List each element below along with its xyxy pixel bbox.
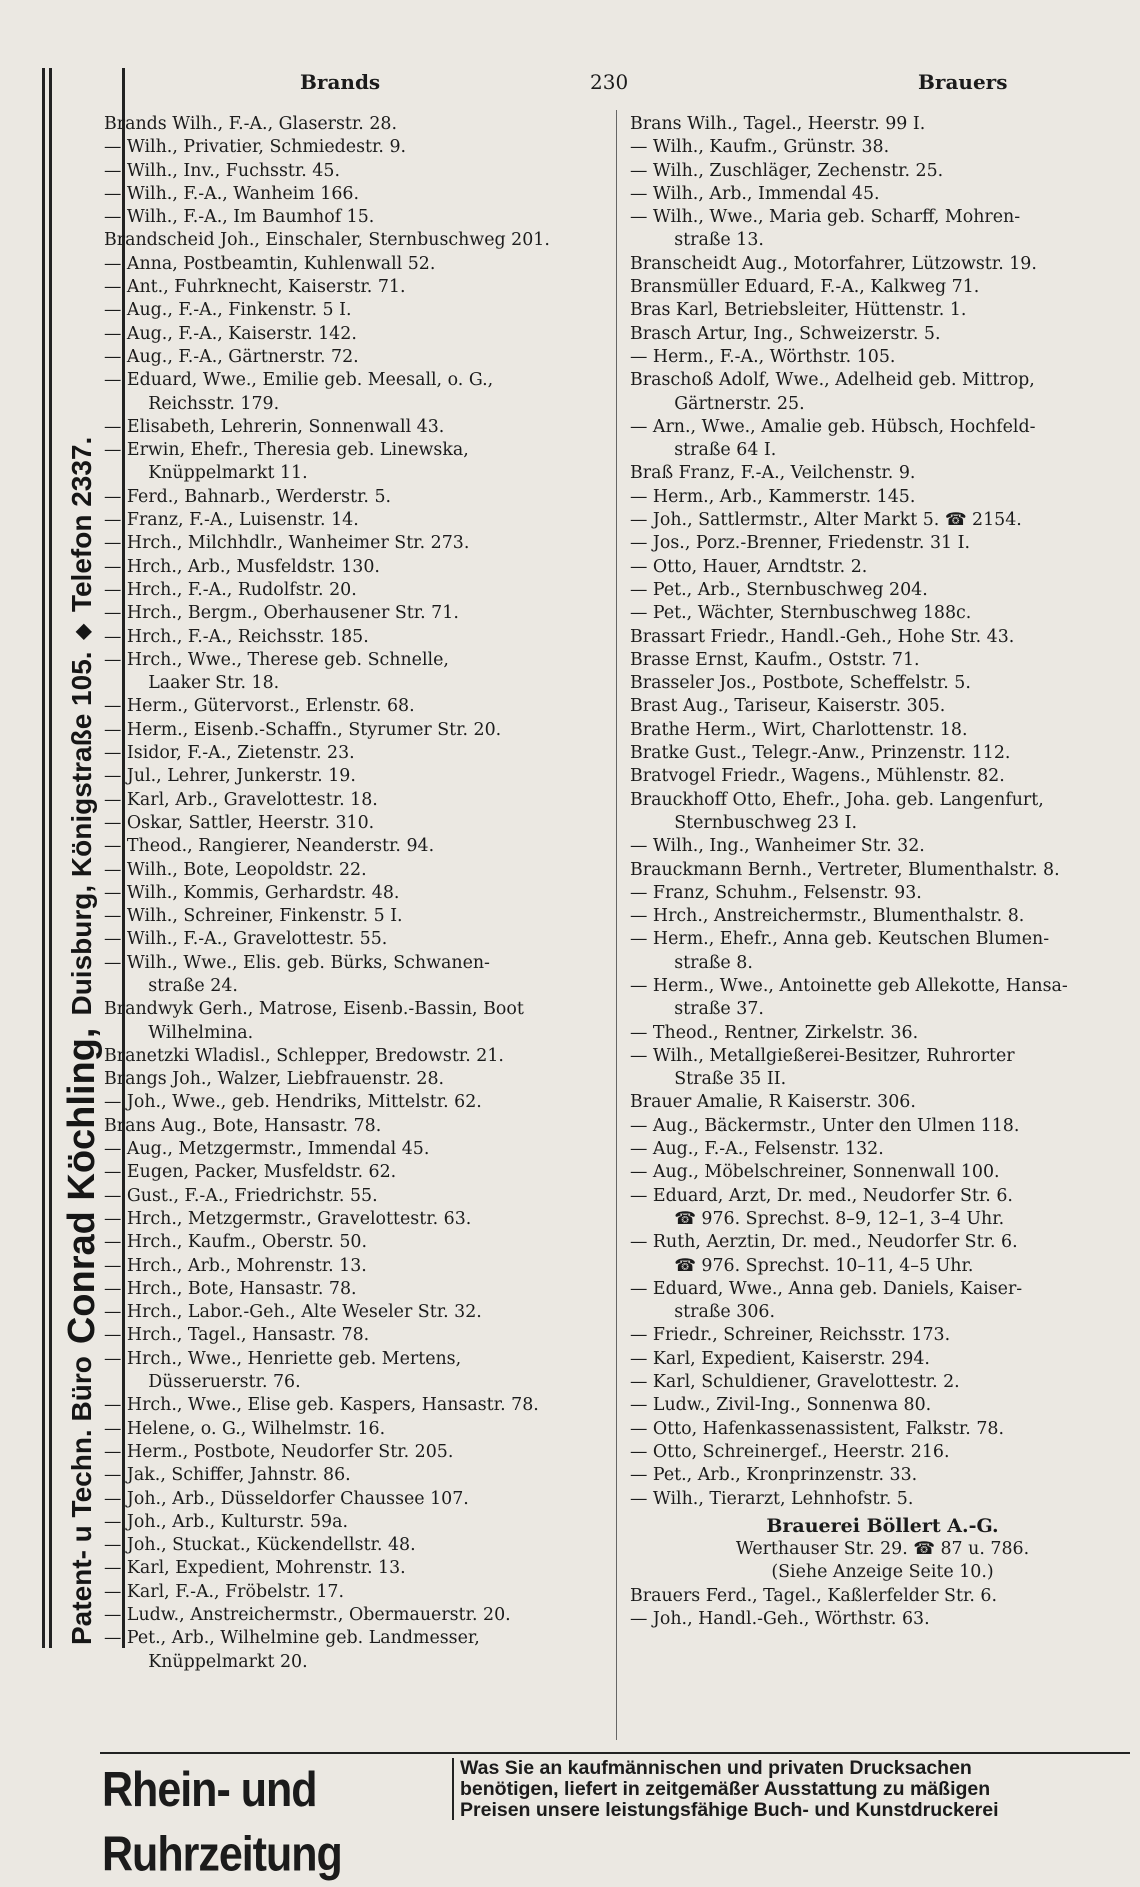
side-rule — [42, 68, 45, 1648]
directory-entry: Brans Wilh., Tagel., Heerstr. 99 I. — [630, 114, 926, 134]
directory-entry: — Anna, Postbeamtin, Kuhlenwall 52. — [104, 253, 436, 274]
directory-entry: Sternbuschweg 23 I. — [630, 812, 858, 833]
footer-ad-text — [460, 1758, 1140, 1821]
directory-entry: Brandscheid Joh., Einschaler, Sternbuschweg 201. — [104, 230, 550, 251]
directory-entry: — Hrch., Wwe., Therese geb. Schnelle, — [104, 649, 449, 670]
directory-entry: — Gust., F.-A., Friedrichstr. 55. — [104, 1185, 378, 1206]
directory-entry: Branetzki Wladisl., Schlepper, Bredowstr. 21. — [104, 1045, 504, 1066]
directory-entry: — Hrch., Metzgermstr., Gravelottestr. 63. — [104, 1208, 472, 1229]
directory-entry: Gärtnerstr. 25. — [630, 393, 805, 414]
directory-entry: — Pet., Arb., Sternbuschweg 204. — [630, 579, 928, 600]
directory-entry: — Ludw., Zivil-Ing., Sonnenwa 80. — [630, 1395, 932, 1416]
side-ad-bullet: ◆ — [71, 624, 94, 640]
directory-entry: — Karl, Expedient, Kaiserstr. 294. — [630, 1348, 930, 1369]
directory-entry: — Wilh., Metallgießerei-Besitzer, Ruhrorter — [630, 1045, 1015, 1066]
directory-entry: — Hrch., Kaufm., Oberstr. 50. — [104, 1232, 368, 1253]
directory-entry: — Karl, Arb., Gravelottestr. 18. — [104, 789, 378, 810]
directory-entry: Brands Wilh., F.-A., Glaserstr. 28. — [104, 114, 398, 134]
left-column — [104, 113, 608, 1674]
directory-entry: — Herm., F.-A., Wörthstr. 105. — [630, 346, 896, 367]
directory-entry: Knüppelmarkt 20. — [104, 1651, 308, 1672]
directory-entry: — Wilh., F.-A., Im Baumhof 15. — [104, 207, 375, 228]
side-ad-name: Conrad Köchling, — [60, 1027, 103, 1345]
footer-ad-line: benötigen, liefert in zeitgemäßer Ausstattung zu mäßigen — [460, 1778, 991, 1800]
side-advertisement — [58, 85, 106, 1645]
directory-entry: Wilhelmina. — [104, 1022, 254, 1043]
directory-entry: Brasseler Jos., Postbote, Scheffelstr. 5. — [630, 673, 971, 694]
directory-entry: — Otto, Hafenkassenassistent, Falkstr. 78. — [630, 1418, 1004, 1439]
footer-ad-line: Was Sie an kaufmännischen und privaten Drucksachen — [460, 1757, 972, 1779]
directory-entry: Brast Aug., Tariseur, Kaiserstr. 305. — [630, 696, 946, 717]
directory-entry: Laaker Str. 18. — [104, 673, 280, 694]
directory-entry: Braß Franz, F.-A., Veilchenstr. 9. — [630, 463, 916, 484]
directory-entry: — Wilh., Wwe., Elis. geb. Bürks, Schwanen- — [104, 952, 490, 973]
directory-entry: — Hrch., Labor.-Geh., Alte Weseler Str. 32. — [104, 1302, 482, 1323]
directory-entry: Bratke Gust., Telegr.-Anw., Prinzenstr. 112. — [630, 743, 1011, 764]
right-entries — [630, 113, 1135, 1511]
directory-entry: — Franz, F.-A., Luisenstr. 14. — [104, 510, 359, 531]
directory-entry: — Wilh., F.-A., Gravelottestr. 55. — [104, 929, 388, 950]
directory-entry: — Aug., Metzgermstr., Immendal 45. — [104, 1139, 430, 1160]
directory-entry: Reichsstr. 179. — [104, 393, 280, 414]
directory-entry: — Jos., Porz.-Brenner, Friedenstr. 31 I. — [630, 533, 971, 554]
directory-entry: straße 24. — [104, 975, 238, 996]
directory-entry: Braschoß Adolf, Wwe., Adelheid geb. Mittrop, — [630, 370, 1035, 391]
directory-entry: — Hrch., F.-A., Reichsstr. 185. — [104, 626, 369, 647]
directory-entry: Straße 35 II. — [630, 1069, 787, 1090]
directory-entry: — Herm., Ehefr., Anna geb. Keutschen Blumen- — [630, 929, 1050, 950]
directory-entry: — Herm., Arb., Kammerstr. 145. — [630, 486, 916, 507]
directory-entry: — Hrch., Milchhdlr., Wanheimer Str. 273. — [104, 533, 470, 554]
directory-entry: — Joh., Arb., Düsseldorfer Chaussee 107. — [104, 1488, 469, 1509]
directory-entry: — Hrch., Wwe., Henriette geb. Mertens, — [104, 1348, 462, 1369]
directory-entry: — Eugen, Packer, Musfeldstr. 62. — [104, 1162, 397, 1183]
directory-entry: — Joh., Handl.-Geh., Wörthstr. 63. — [630, 1609, 930, 1629]
directory-entry: Brauers Ferd., Tagel., Kaßlerfelder Str. 6. — [630, 1585, 997, 1606]
directory-entry: Knüppelmarkt 11. — [104, 463, 308, 484]
directory-entry: — Karl, F.-A., Fröbelstr. 17. — [104, 1581, 344, 1602]
directory-entry: — Otto, Schreinergef., Heerstr. 216. — [630, 1441, 950, 1462]
directory-entry: — Wilh., Tierarzt, Lehnhofstr. 5. — [630, 1488, 914, 1509]
directory-entry: — Wilh., Zuschläger, Zechenstr. 25. — [630, 160, 944, 181]
column-divider — [616, 110, 617, 1740]
directory-entry: — Wilh., Ing., Wanheimer Str. 32. — [630, 836, 925, 857]
directory-entry: — Wilh., Inv., Fuchsstr. 45. — [104, 160, 340, 181]
directory-entry: — Aug., Bäckermstr., Unter den Ulmen 118. — [630, 1115, 1020, 1136]
directory-entry: Brangs Joh., Walzer, Liebfrauenstr. 28. — [104, 1069, 445, 1090]
directory-entry: — Wilh., Arb., Immendal 45. — [630, 183, 880, 204]
directory-entry: — Wilh., Kaufm., Grünstr. 38. — [630, 137, 890, 158]
directory-entry: — Aug., F.-A., Gärtnerstr. 72. — [104, 346, 359, 367]
brauerei-line1: Werthauser Str. 29. ☎ 87 u. 786. — [735, 1539, 1030, 1560]
directory-entry: Bratvogel Friedr., Wagens., Mühlenstr. 82. — [630, 766, 1005, 787]
directory-entry: — Aug., F.-A., Kaiserstr. 142. — [104, 323, 357, 344]
directory-entry: — Theod., Rentner, Zirkelstr. 36. — [630, 1022, 919, 1043]
directory-entry: Brauckmann Bernh., Vertreter, Blumenthalstr. 8. — [630, 859, 1060, 880]
directory-entry: — Joh., Stuckat., Kückendellstr. 48. — [104, 1535, 416, 1556]
header-right-keyword: Brauers — [918, 70, 1008, 94]
brauerei-line2: (Siehe Anzeige Seite 10.) — [771, 1562, 994, 1583]
directory-entry: Brauer Amalie, R Kaiserstr. 306. — [630, 1092, 916, 1113]
directory-entry: — Friedr., Schreiner, Reichsstr. 173. — [630, 1325, 951, 1346]
directory-entry: Brassart Friedr., Handl.-Geh., Hohe Str. 43. — [630, 626, 1015, 647]
directory-entry: — Hrch., Tagel., Hansastr. 78. — [104, 1325, 370, 1346]
directory-entry: — Hrch., Bergm., Oberhausener Str. 71. — [104, 603, 459, 624]
directory-entry: — Eduard, Wwe., Anna geb. Daniels, Kaiser- — [630, 1278, 1023, 1299]
directory-entry: — Karl, Expedient, Mohrenstr. 13. — [104, 1558, 406, 1579]
directory-entry: — Wilh., Privatier, Schmiedestr. 9. — [104, 137, 407, 158]
directory-entry: — Herm., Postbote, Neudorfer Str. 205. — [104, 1441, 454, 1462]
directory-entry: — Hrch., Arb., Musfeldstr. 130. — [104, 556, 380, 577]
directory-entry: — Jak., Schiffer, Jahnstr. 86. — [104, 1465, 351, 1486]
directory-entry: — Theod., Rangierer, Neanderstr. 94. — [104, 836, 435, 857]
directory-entry: — Joh., Wwe., geb. Hendriks, Mittelstr. 62. — [104, 1092, 482, 1113]
directory-entry: Brauckhoff Otto, Ehefr., Joha. geb. Langenfurt, — [630, 789, 1044, 810]
directory-entry: Düsseruerstr. 76. — [104, 1372, 301, 1393]
directory-entry: ☎ 976. Sprechst. 8–9, 12–1, 3–4 Uhr. — [630, 1208, 1005, 1229]
directory-entry: — Ant., Fuhrknecht, Kaiserstr. 71. — [104, 277, 406, 298]
right-tail-entries — [630, 1585, 1135, 1632]
directory-entry: — Karl, Schuldiener, Gravelottestr. 2. — [630, 1372, 960, 1393]
directory-entry: Brasch Artur, Ing., Schweizerstr. 5. — [630, 323, 941, 344]
directory-entry: Brasse Ernst, Kaufm., Oststr. 71. — [630, 649, 920, 670]
directory-entry: — Ruth, Aerztin, Dr. med., Neudorfer Str. 6. — [630, 1232, 1018, 1253]
directory-entry: Brans Aug., Bote, Hansastr. 78. — [104, 1115, 382, 1136]
page-number: 230 — [590, 70, 629, 94]
directory-entry: — Wilh., Schreiner, Finkenstr. 5 I. — [104, 906, 403, 927]
directory-entry: — Wilh., Wwe., Maria geb. Scharff, Mohren- — [630, 207, 1021, 228]
directory-entry: — Hrch., F.-A., Rudolfstr. 20. — [104, 579, 357, 600]
footer-ad-line: Preisen unsere leistungsfähige Buch- und Kunstdruckerei — [460, 1799, 999, 1821]
directory-entry: — Elisabeth, Lehrerin, Sonnenwall 43. — [104, 416, 445, 437]
directory-entry: — Pet., Arb., Kronprinzenstr. 33. — [630, 1465, 918, 1486]
directory-entry: — Herm., Eisenb.-Schaffn., Styrumer Str. 20. — [104, 719, 502, 740]
directory-entry: — Otto, Hauer, Arndtstr. 2. — [630, 556, 868, 577]
side-ad-phone: Telefon 2337. — [66, 436, 97, 613]
directory-entry: — Erwin, Ehefr., Theresia geb. Linewska, — [104, 440, 469, 461]
directory-entry: — Pet., Arb., Wilhelmine geb. Landmesser, — [104, 1628, 480, 1649]
brauerei-title: Brauerei Böllert A.-G. — [766, 1514, 999, 1537]
directory-entry: straße 64 I. — [630, 440, 777, 461]
directory-entry: — Hrch., Anstreichermstr., Blumenthalstr. 8. — [630, 906, 1025, 927]
header-left-keyword: Brands — [300, 70, 381, 94]
directory-entry: — Eduard, Wwe., Emilie geb. Meesall, o. G., — [104, 370, 494, 391]
directory-entry: — Herm., Gütervorst., Erlenstr. 68. — [104, 696, 415, 717]
right-column — [630, 113, 1135, 1631]
directory-entry: straße 13. — [630, 230, 764, 251]
directory-entry: — Ludw., Anstreichermstr., Obermauerstr. 20. — [104, 1605, 511, 1625]
directory-entry: — Isidor, F.-A., Zietenstr. 23. — [104, 743, 355, 764]
directory-entry: Brathe Herm., Wirt, Charlottenstr. 18. — [630, 719, 968, 740]
directory-entry: — Franz, Schuhm., Felsenstr. 93. — [630, 882, 922, 903]
directory-entry: — Helene, o. G., Wilhelmstr. 16. — [104, 1418, 386, 1439]
directory-entry: — Aug., F.-A., Finkenstr. 5 I. — [104, 300, 352, 321]
side-ad-address: Duisburg, Königstraße 105. — [66, 651, 97, 1016]
directory-entry: Bras Karl, Betriebsleiter, Hüttenstr. 1. — [630, 300, 967, 321]
side-ad-prefix: Patent- u Techn. Büro — [66, 1356, 97, 1645]
directory-entry: — Wilh., F.-A., Wanheim 166. — [104, 183, 360, 204]
directory-entry: — Hrch., Bote, Hansastr. 78. — [104, 1278, 357, 1299]
directory-entry: — Eduard, Arzt, Dr. med., Neudorfer Str. 6. — [630, 1185, 1013, 1206]
directory-entry: straße 37. — [630, 999, 764, 1020]
side-rule — [49, 68, 52, 1648]
directory-entry: — Wilh., Kommis, Gerhardstr. 48. — [104, 882, 400, 903]
directory-entry: — Ferd., Bahnarb., Werderstr. 5. — [104, 486, 392, 507]
directory-entry: — Aug., Möbelschreiner, Sonnenwall 100. — [630, 1162, 1000, 1183]
directory-entry: straße 8. — [630, 952, 753, 973]
newspaper-logo: Rhein- und Ruhrzeitung — [102, 1762, 342, 1882]
directory-entry: — Hrch., Arb., Mohrenstr. 13. — [104, 1255, 367, 1276]
directory-entry: Bransmüller Eduard, F.-A., Kalkweg 71. — [630, 277, 980, 298]
directory-entry: — Herm., Wwe., Antoinette geb Allekotte, Hansa- — [630, 975, 1068, 996]
directory-entry: — Pet., Wächter, Sternbuschweg 188c. — [630, 603, 972, 624]
directory-entry: — Oskar, Sattler, Heerstr. 310. — [104, 812, 375, 833]
directory-entry: Branscheidt Aug., Motorfahrer, Lützowstr. 19. — [630, 253, 1037, 274]
directory-entry: — Wilh., Bote, Leopoldstr. 22. — [104, 859, 367, 880]
directory-entry: — Joh., Sattlermstr., Alter Markt 5. ☎ 2154. — [630, 510, 1022, 531]
footer-advertisement — [100, 1752, 1130, 1882]
directory-entry: — Joh., Arb., Kulturstr. 59a. — [104, 1511, 349, 1532]
directory-entry: straße 306. — [630, 1302, 775, 1323]
directory-entry: ☎ 976. Sprechst. 10–11, 4–5 Uhr. — [630, 1255, 974, 1276]
directory-entry: — Aug., F.-A., Felsenstr. 132. — [630, 1139, 884, 1160]
directory-entry: Brandwyk Gerh., Matrose, Eisenb.-Bassin, Boot — [104, 999, 524, 1020]
directory-entry: — Jul., Lehrer, Junkerstr. 19. — [104, 766, 356, 787]
directory-entry: — Arn., Wwe., Amalie geb. Hübsch, Hochfeld- — [630, 416, 1036, 437]
footer-divider — [452, 1758, 454, 1820]
page-header — [100, 70, 1130, 100]
directory-entry: — Hrch., Wwe., Elise geb. Kaspers, Hansastr. 78. — [104, 1395, 539, 1416]
